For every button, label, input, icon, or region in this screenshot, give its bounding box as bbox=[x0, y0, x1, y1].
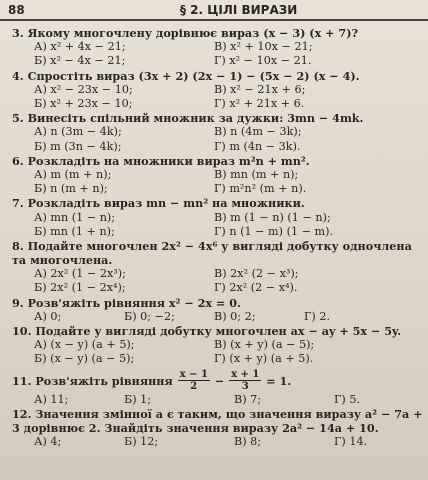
minus-sign: − bbox=[214, 373, 225, 388]
option-a: А) (x − y) (a + 5); bbox=[34, 338, 135, 352]
task-question: 6. Розкладіть на множники вираз m²n + mn². bbox=[12, 153, 310, 168]
task-5 bbox=[0, 111, 428, 154]
option-g: Г) (x + y) (a + 5). bbox=[214, 352, 314, 366]
option-b: Б) 12; bbox=[124, 435, 159, 449]
task-4 bbox=[0, 69, 428, 112]
task-question: 10. Подайте у вигляді добутку многочлен ax − ay + 5x − 5y. bbox=[12, 324, 402, 339]
option-g: Г) 5. bbox=[334, 392, 361, 406]
task-8 bbox=[0, 239, 428, 296]
option-g: Г) 2. bbox=[304, 309, 331, 323]
task-6 bbox=[0, 154, 428, 197]
option-a: А) x² + 4x − 21; bbox=[34, 40, 126, 54]
task-options bbox=[0, 393, 428, 407]
option-b: Б) (x − y) (a − 5); bbox=[34, 352, 135, 366]
option-b: Б) 1; bbox=[124, 392, 152, 406]
fraction-numerator: x − 1 bbox=[179, 369, 208, 381]
task-options bbox=[0, 267, 428, 295]
page-number: 88 bbox=[8, 3, 25, 17]
task-12 bbox=[0, 407, 428, 450]
task-options bbox=[0, 40, 428, 68]
option-g: Г) 14. bbox=[334, 435, 368, 449]
task-10 bbox=[0, 324, 428, 367]
fraction-2 bbox=[229, 369, 261, 392]
fraction-denominator: 3 bbox=[241, 381, 249, 393]
option-v: В) 0; 2; bbox=[214, 309, 256, 323]
task-3 bbox=[0, 26, 428, 69]
option-a: А) mn (1 − n); bbox=[34, 210, 116, 224]
task-question bbox=[0, 367, 428, 393]
option-a: А) x² − 23x − 10; bbox=[34, 82, 133, 96]
option-a: А) 2x² (1 − 2x³); bbox=[34, 267, 126, 281]
option-a: А) 4; bbox=[34, 435, 62, 449]
option-g: Г) n (1 − m) (1 − m). bbox=[214, 224, 334, 238]
task-question: 7. Розкладіть вираз mn − mn² на множники. bbox=[12, 196, 305, 211]
task-question: 12. Значення змінної a є таким, що значення виразу a² − 7a + 3 дорівнює 2. Знайдіть значення виразу 2a² − 14a + 10. bbox=[12, 406, 423, 436]
section-title: § 2. ЦІЛІ ВИРАЗИ bbox=[180, 3, 298, 17]
task-options bbox=[0, 125, 428, 153]
option-b: Б) x² + 23x − 10; bbox=[34, 96, 133, 110]
task-question: 9. Розв'яжіть рівняння x² − 2x = 0. bbox=[12, 295, 241, 310]
task-7 bbox=[0, 196, 428, 239]
task-options bbox=[0, 338, 428, 366]
fraction-1 bbox=[178, 369, 210, 392]
option-v: В) (x + y) (a − 5); bbox=[214, 338, 315, 352]
task-9 bbox=[0, 296, 428, 324]
option-g: Г) x² + 21x + 6. bbox=[214, 96, 305, 110]
option-g: Г) 2x² (2 − x⁴). bbox=[214, 281, 298, 295]
task-options bbox=[0, 211, 428, 239]
task-question: 5. Винесіть спільний множник за дужки: 3mn − 4mk. bbox=[12, 111, 364, 126]
task-options bbox=[0, 83, 428, 111]
option-b: Б) 0; −2; bbox=[124, 309, 175, 323]
page-header bbox=[0, 0, 428, 22]
option-v: В) m (1 − n) (1 − n); bbox=[214, 210, 331, 224]
option-a: А) 11; bbox=[34, 392, 69, 406]
fraction-numerator: x + 1 bbox=[231, 369, 260, 381]
option-v: В) x² − 21x + 6; bbox=[214, 82, 306, 96]
option-b: Б) x² − 4x − 21; bbox=[34, 54, 126, 68]
option-v: В) 8; bbox=[234, 435, 262, 449]
task-question: 3. Якому многочлену дорівнює вираз (x − 3) (x + 7)? bbox=[12, 26, 359, 40]
task-options bbox=[0, 168, 428, 196]
task-question: 8. Подайте многочлен 2x² − 4x⁶ у вигляді добутку одночлена та многочлена. bbox=[12, 238, 412, 268]
option-g: Г) m²n² (m + n). bbox=[214, 182, 307, 196]
task-options bbox=[0, 435, 428, 449]
task-options bbox=[0, 310, 428, 324]
header-rule bbox=[0, 19, 428, 21]
fraction-denominator: 2 bbox=[190, 381, 198, 393]
task-11 bbox=[0, 367, 428, 407]
option-a: А) m (m + n); bbox=[34, 167, 112, 181]
option-b: Б) 2x² (1 − 2x⁴); bbox=[34, 281, 126, 295]
option-v: В) x² + 10x − 21; bbox=[214, 40, 313, 54]
question-text: 11. Розв'яжіть рівняння bbox=[12, 373, 173, 388]
option-g: Г) x² − 10x − 21. bbox=[214, 54, 312, 68]
option-v: В) 7; bbox=[234, 392, 262, 406]
option-a: А) 0; bbox=[34, 309, 62, 323]
option-v: В) 2x² (2 − x³); bbox=[214, 267, 299, 281]
option-v: В) mn (m + n); bbox=[214, 167, 299, 181]
question-suffix: = 1. bbox=[266, 373, 292, 388]
exercise-list bbox=[0, 26, 428, 449]
option-a: А) n (3m − 4k); bbox=[34, 125, 122, 139]
option-v: В) n (4m − 3k); bbox=[214, 125, 302, 139]
task-question: 4. Спростіть вираз (3x + 2) (2x − 1) − (5x − 2) (x − 4). bbox=[12, 68, 360, 83]
option-b: Б) n (m + n); bbox=[34, 182, 108, 196]
option-g: Г) m (4n − 3k). bbox=[214, 139, 301, 153]
option-b: Б) m (3n − 4k); bbox=[34, 139, 122, 153]
option-b: Б) mn (1 + n); bbox=[34, 224, 115, 238]
